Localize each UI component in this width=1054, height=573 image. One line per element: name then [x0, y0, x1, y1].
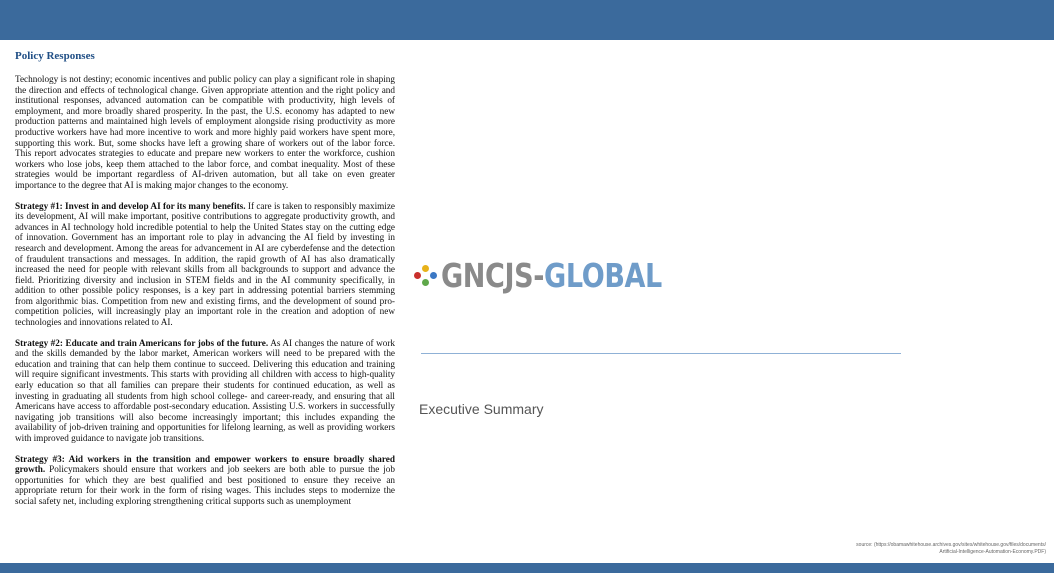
- top-banner: [0, 0, 1054, 40]
- intro-paragraph: Technology is not destiny; economic incentives and public policy can play a significant role in shaping the direction and effects of technological change. Given appropriate attention and the right policy and institutional responses, advanced automation can be compatible with productivity, high levels of employment, and more broadly shared prosperity. In the past, the U.S. economy has adapted to new production patterns and maintained high levels of employment alongside rising productivity as more productive workers have had more incentive to work and more highly paid workers have spent more, supporting this work. But, some shocks have left a growing share of workers out of the labor force. This report advocates strategies to educate and prepare new workers to enter the workforce, cushion workers who lose jobs, keep them attached to the labor force, and combat inequality. Most of these strategies would be important regardless of AI-driven automation, but all take on even greater importance to the degree that AI is making major changes to the economy.: [15, 74, 395, 190]
- strategy-1-paragraph: [15, 201, 395, 328]
- strategy-3-title: Strategy #3: Aid workers in the transition and empower workers to ensure broadly shared growth.: [15, 453, 395, 475]
- source-citation: source: (https://obamawhitehouse.archives.gov/sites/whitehouse.gov/files/documents/ Artificial-Intelligence-Automation-Economy.PDF): [856, 542, 1046, 555]
- document-column: [15, 50, 395, 517]
- strategy-1-body: If care is taken to responsibly maximize its development, AI will make important, positive contributions to aggregate productivity growth, and advances in AI technology hold incredible potential to help the United States stay on the cutting edge of innovation. Government has an important role to play in advancing the AI field by investing in research and development. Among the areas for advancement in AI are cyberdefense and the detection of fraudulent transactions and messages. In addition, the rapid growth of AI has also dramatically increased the need for people with relevant skills from all backgrounds to support and advance the field. Prioritizing diversity and inclusion in STEM fields and in the AI community specifically, in addition to other possible policy responses, is a key part in addressing potential barriers stemming from algorithmic bias. Competition from new and existing firms, and the development of sound pro-competition policies, will increasingly play an important role in the creation and adoption of new technologies and innovations related to AI.: [15, 200, 395, 328]
- executive-summary-label: Executive Summary: [419, 401, 544, 417]
- section-heading: Policy Responses: [15, 50, 95, 62]
- strategy-2-body: As AI changes the nature of work and the skills demanded by the labor market, American workers will need to be prepared with the education and training that can help them continue to succeed. Delivering this education and training will require significant investments. This starts with providing all children with access to high-quality early education so that all families can prepare their students for continued education, as well as investing in graduating all students from high school college- and career-ready, and ensuring that all Americans have access to affordable post-secondary education. Assisting U.S. workers in successfully navigating job transitions will also become increasingly important; this includes expanding the availability of job-driven training and opportunities for lifelong learning, as well as providing workers with improved guidance to navigate job transitions.: [15, 337, 395, 443]
- strategy-1-title: Strategy #1: Invest in and develop AI for its many benefits.: [15, 200, 246, 211]
- logo-dots-icon: [413, 262, 439, 288]
- bottom-banner: [0, 563, 1054, 573]
- strategy-3-paragraph: [15, 454, 395, 507]
- strategy-3-body: Policymakers should ensure that workers and job seekers are both able to pursue the job opportunities for which they are best qualified and best positioned to ensure they receive an appropriate return for their work in the form of rising wages. This includes steps to modernize the social safety net, including exploring strengthening critical supports such as unemployment: [15, 464, 395, 506]
- logo-text: GNCJS-GLOBAL: [441, 255, 662, 295]
- strategy-2-paragraph: [15, 338, 395, 444]
- divider-line: [421, 353, 901, 354]
- strategy-2-title: Strategy #2: Educate and train Americans for jobs of the future.: [15, 337, 269, 348]
- brand-logo: [413, 255, 710, 295]
